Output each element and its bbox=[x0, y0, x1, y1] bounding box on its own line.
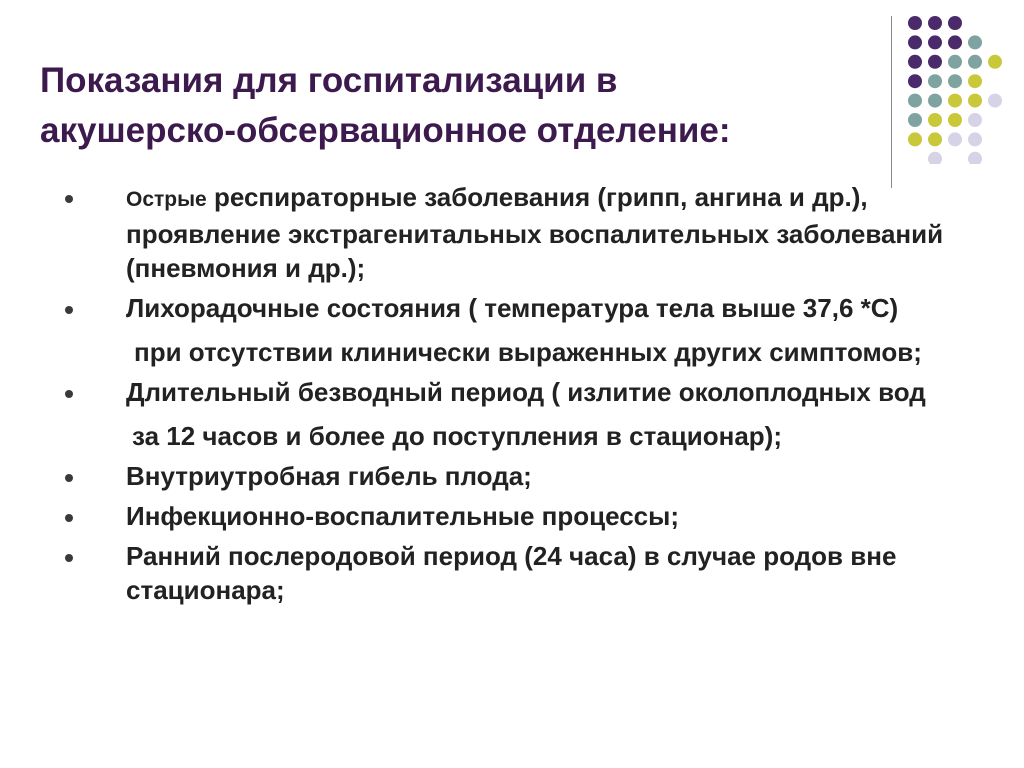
decorative-dot-teal bbox=[948, 74, 962, 88]
decorative-dot-purple bbox=[948, 16, 962, 30]
decorative-dot-olive bbox=[928, 113, 942, 127]
decorative-dot-teal bbox=[928, 74, 942, 88]
decorative-dot-teal bbox=[968, 55, 982, 69]
decorative-dot-lavender bbox=[928, 152, 942, 164]
bullet-item-2 bbox=[0, 291, 1024, 325]
bullet-item-2-continuation-text: при отсутствии клинически выраженных других симптомов; bbox=[134, 337, 922, 367]
bullet-item-3-continuation-text: за 12 часов и более до поступления в стационар); bbox=[132, 421, 782, 451]
bullet-item-4-text: Внутриутробная гибель плода; bbox=[126, 461, 532, 491]
decorative-dot-teal bbox=[928, 94, 942, 108]
bullet-item-1-lead: Острые bbox=[126, 188, 207, 211]
decorative-dot-olive bbox=[928, 132, 942, 146]
decorative-dot-teal bbox=[948, 55, 962, 69]
decorative-dot-lavender bbox=[948, 132, 962, 146]
decorative-dot-olive bbox=[948, 94, 962, 108]
decorative-dot-lavender bbox=[988, 94, 1002, 108]
decorative-dot-teal bbox=[908, 113, 922, 127]
bullet-list bbox=[0, 180, 1024, 607]
decorative-dot-olive bbox=[968, 94, 982, 108]
decorative-dot-purple bbox=[908, 16, 922, 30]
decorative-dot-olive bbox=[948, 113, 962, 127]
bullet-item-5-text: Инфекционно-воспалительные процессы; bbox=[126, 501, 680, 531]
bullet-item-3-text: Длительный безводный период ( излитие околоплодных вод bbox=[126, 377, 926, 407]
decorative-dot-lavender bbox=[968, 132, 982, 146]
decorative-dot-lavender bbox=[968, 113, 982, 127]
bullet-item-1-text: респираторные заболевания (грипп, ангина и др.), проявление экстрагенитальных воспалительных заболеваний (пневмония и др.); bbox=[126, 182, 944, 283]
bullet-item-2-continuation bbox=[0, 335, 1024, 369]
bullet-item-1 bbox=[0, 180, 1024, 285]
dot-grid-decoration bbox=[907, 14, 1007, 164]
decorative-dot-lavender bbox=[968, 152, 982, 164]
decorative-dot-olive bbox=[968, 74, 982, 88]
bullet-item-2-text: Лихорадочные состояния ( температура тела выше 37,6 *С) bbox=[126, 293, 899, 323]
bullet-item-6-text: Ранний послеродовой период (24 часа) в случае родов вне стационара; bbox=[126, 541, 897, 605]
slide-title-line-2: акушерско-обсервационное отделение: bbox=[40, 111, 731, 150]
bullet-icon bbox=[65, 474, 73, 482]
decorative-dot-purple bbox=[928, 16, 942, 30]
slide-title-line-1: Показания для госпитализации в bbox=[40, 61, 618, 100]
bullet-item-4 bbox=[0, 459, 1024, 493]
bullet-icon bbox=[65, 195, 73, 203]
dot-grid-svg bbox=[907, 14, 1007, 164]
bullet-icon bbox=[65, 554, 73, 562]
bullet-icon bbox=[65, 514, 73, 522]
decorative-dot-teal bbox=[968, 35, 982, 49]
decorative-dot-purple bbox=[908, 55, 922, 69]
bullet-item-3-continuation bbox=[0, 419, 1024, 453]
decorative-dot-purple bbox=[948, 35, 962, 49]
slide-title bbox=[40, 56, 860, 156]
decorative-dot-teal bbox=[908, 94, 922, 108]
bullet-item-3 bbox=[0, 375, 1024, 409]
bullet-icon bbox=[65, 306, 73, 314]
bullet-item-5 bbox=[0, 499, 1024, 533]
decorative-dot-purple bbox=[928, 55, 942, 69]
bullet-icon bbox=[65, 390, 73, 398]
decorative-dot-purple bbox=[908, 74, 922, 88]
decorative-dot-olive bbox=[988, 55, 1002, 69]
decorative-dot-purple bbox=[908, 35, 922, 49]
decorative-dot-purple bbox=[928, 35, 942, 49]
decorative-dot-olive bbox=[908, 132, 922, 146]
vertical-divider bbox=[891, 16, 892, 188]
bullet-item-6 bbox=[0, 539, 1024, 607]
